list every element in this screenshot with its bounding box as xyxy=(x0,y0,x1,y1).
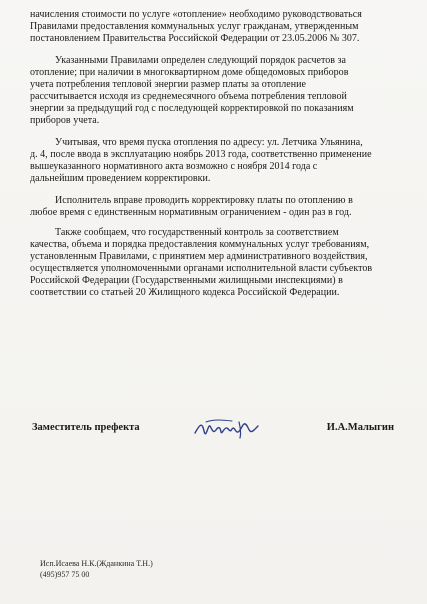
phone-line: (495)957 75 00 xyxy=(40,570,90,579)
text-line: Правилами предоставления коммунальных услуг гражданам, утвержденным xyxy=(30,21,359,32)
text-line: энергии за предыдущий год с последующей корректировкой по показаниям xyxy=(30,103,354,114)
text-line: рассчитывается исходя из среднемесячного объема потребления тепловой xyxy=(30,91,347,102)
text-line: д. 4, после ввода в эксплуатацию ноябрь 2013 года, соответственно применение xyxy=(30,149,372,160)
text-line: установленным Правилами, с принятием мер административного воздействия, xyxy=(30,251,368,262)
text-line: любое время с единственным нормативным ограничением - один раз в год. xyxy=(30,207,352,218)
text-line: Исполнитель вправе проводить корректировку платы по отоплению в xyxy=(55,195,353,206)
text-line: соответствии со статьей 20 Жилищного кодекса Российской Федерации. xyxy=(30,287,340,298)
signature-image xyxy=(192,416,262,442)
text-line: Указанными Правилами определен следующий порядок расчетов за xyxy=(55,55,346,66)
text-line: Учитывая, что время пуска отопления по адресу: ул. Летчика Ульянина, xyxy=(55,137,363,148)
text-line: Российской Федерации (Государственными жилищными инспекциями) в xyxy=(30,275,343,286)
text-line: вышеуказанного нормативного акта возможно с ноября 2014 года с xyxy=(30,161,318,172)
text-line: постановлением Правительства Российской Федерации от 23.05.2006 № 307. xyxy=(30,33,360,44)
signature-name: И.А.Малыгин xyxy=(326,422,394,433)
text-line: Также сообщаем, что государственный контроль за соответствием xyxy=(55,227,339,238)
signature-row xyxy=(32,418,394,440)
executor-line: Исп.Исаева Н.К.(Жданкина Т.Н.) xyxy=(40,559,153,568)
text-line: осуществляется уполномоченными органами исполнительной власти субъектов xyxy=(30,263,373,274)
text-line: дальнейшим проведением корректировки. xyxy=(30,173,211,184)
text-line: приборов учета. xyxy=(30,115,100,126)
signature-title: Заместитель префекта xyxy=(32,422,140,433)
text-line: учета потребления тепловой энергии размер платы за отопление xyxy=(30,79,306,90)
text-line: начисления стоимости по услуге «отопление» необходимо руководствоваться xyxy=(30,9,362,20)
text-line: отопление; при наличии в многоквартирном доме общедомовых приборов xyxy=(30,67,349,78)
text-line: качества, объема и порядка предоставления коммунальных услуг требованиям, xyxy=(30,239,370,250)
